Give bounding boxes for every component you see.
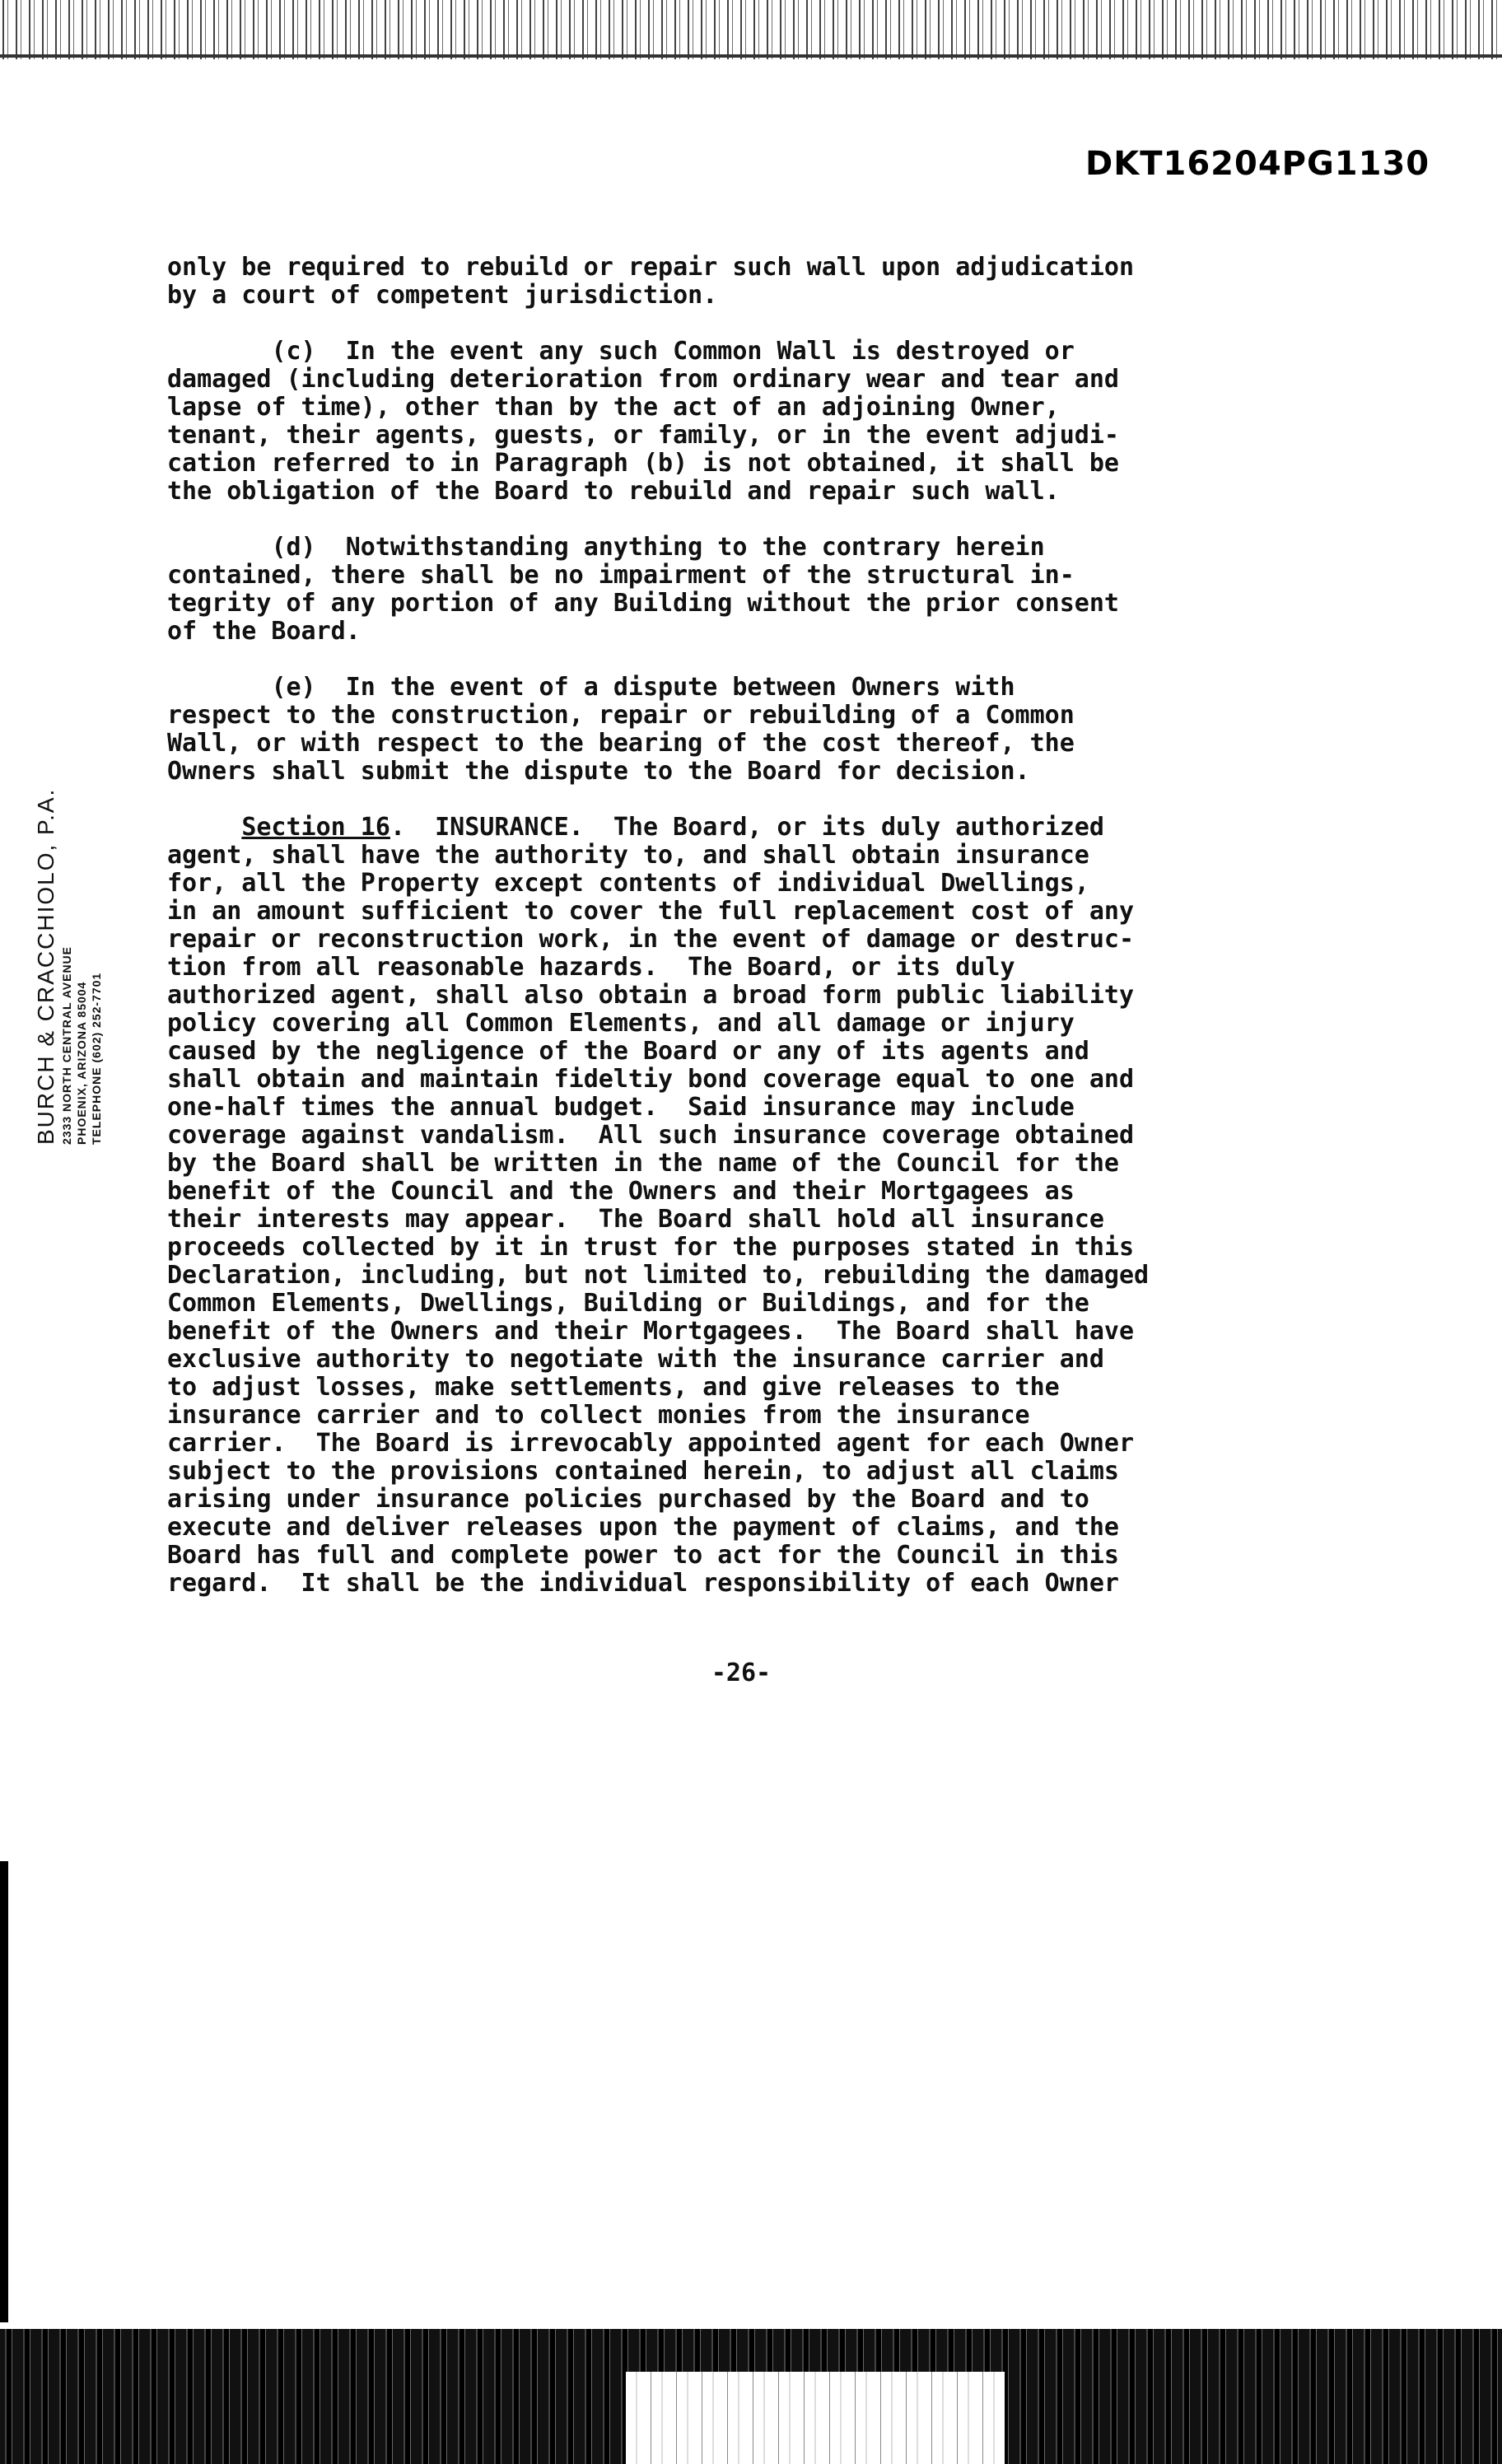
firm-phone: TELEPHONE (602) 252-7701	[90, 972, 103, 1145]
paragraph-c: (c) In the event any such Common Wall is destroyed or damaged (including deterioration from ordinary wear and tear and lapse of time), other than by the act of an adjoining Owner, tenant, their agents, guests, or family, or in the event adjudi- cation referred to in Paragraph (b) is not obtained, it shall be the obligation of the Board to rebuild and repair such wall.	[167, 337, 1119, 506]
document-body	[167, 254, 1336, 1598]
section-16-body: . INSURANCE. The Board, or its duly authorized agent, shall have the authority to, and shall obtain insurance for, all the Property except contents of individual Dwellings, in an amount sufficient to cover the full replacement cost of any repair or reconstruction work, in the event of damage or destruc- tion from all reasonable hazards. The Board, or its duly authorized agent, shall also obtain a broad form public liability policy covering all Common Elements, and all damage or injury caused by the negligence of the Board or any of its agents and shall obtain and maintain fideltiy bond coverage equal to one and one-half times the annual budget. Said insurance may include coverage against vandalism. All such insurance coverage obtained by the Board shall be written in the name of the Council for the benefit of the Council and the Owners and their Mortgagees as their interests may appear. The Board shall hold all insurance proceeds collected by it in trust for the purposes stated in this Declaration, including, but not limited to, rebuilding the damaged Common Elements, Dwellings, Building or Buildings, and for the benefit of the Owners and their Mortgagees. The Board shall have exclusive authority to negotiate with the insurance carrier and to adjust losses, make settlements, and give releases to the insurance carrier and to collect monies from the insurance carrier. The Board is irrevocably appointed agent for each Owner subject to the provisions contained herein, to adjust all claims arising under insurance policies purchased by the Board and to execute and deliver releases upon the payment of claims, and the Board has full and complete power to act for the Council in this regard. It shall be the individual responsibility of each Owner	[167, 813, 1150, 1598]
firm-name: BURCH & CRACCHIOLO, P.A.	[33, 787, 58, 1145]
section-16-indent	[167, 813, 241, 842]
firm-address: 2333 NORTH CENTRAL AVENUE	[60, 945, 73, 1145]
page-number: -26-	[711, 1659, 772, 1687]
recording-stamp: DKT16204PG1130	[1085, 145, 1430, 183]
scan-noise-top	[0, 0, 1502, 59]
scan-edge-left	[0, 1861, 8, 2322]
paragraph-intro: only be required to rebuild or repair such wall upon adjudication by a court of competent jurisdiction.	[167, 253, 1134, 310]
firm-sidebar	[33, 788, 104, 1145]
paragraph-e: (e) In the event of a dispute between Owners with respect to the construction, repair or rebuilding of a Common Wall, or with respect to the bearing of the cost thereof, the Owners shall submit the dispute to the Board for decision.	[167, 673, 1075, 786]
paragraph-d: (d) Notwithstanding anything to the contrary herein contained, there shall be no impairment of the structural in- tegrity of any portion of any Building without the prior consent of the Board.	[167, 533, 1119, 646]
scan-noise-bottom-light	[626, 2372, 1005, 2464]
section-16-heading: Section 16	[241, 813, 390, 842]
scan-edge-top	[0, 54, 1502, 58]
firm-city: PHOENIX, ARIZONA 85004	[75, 981, 88, 1145]
section-16	[167, 814, 1336, 1598]
